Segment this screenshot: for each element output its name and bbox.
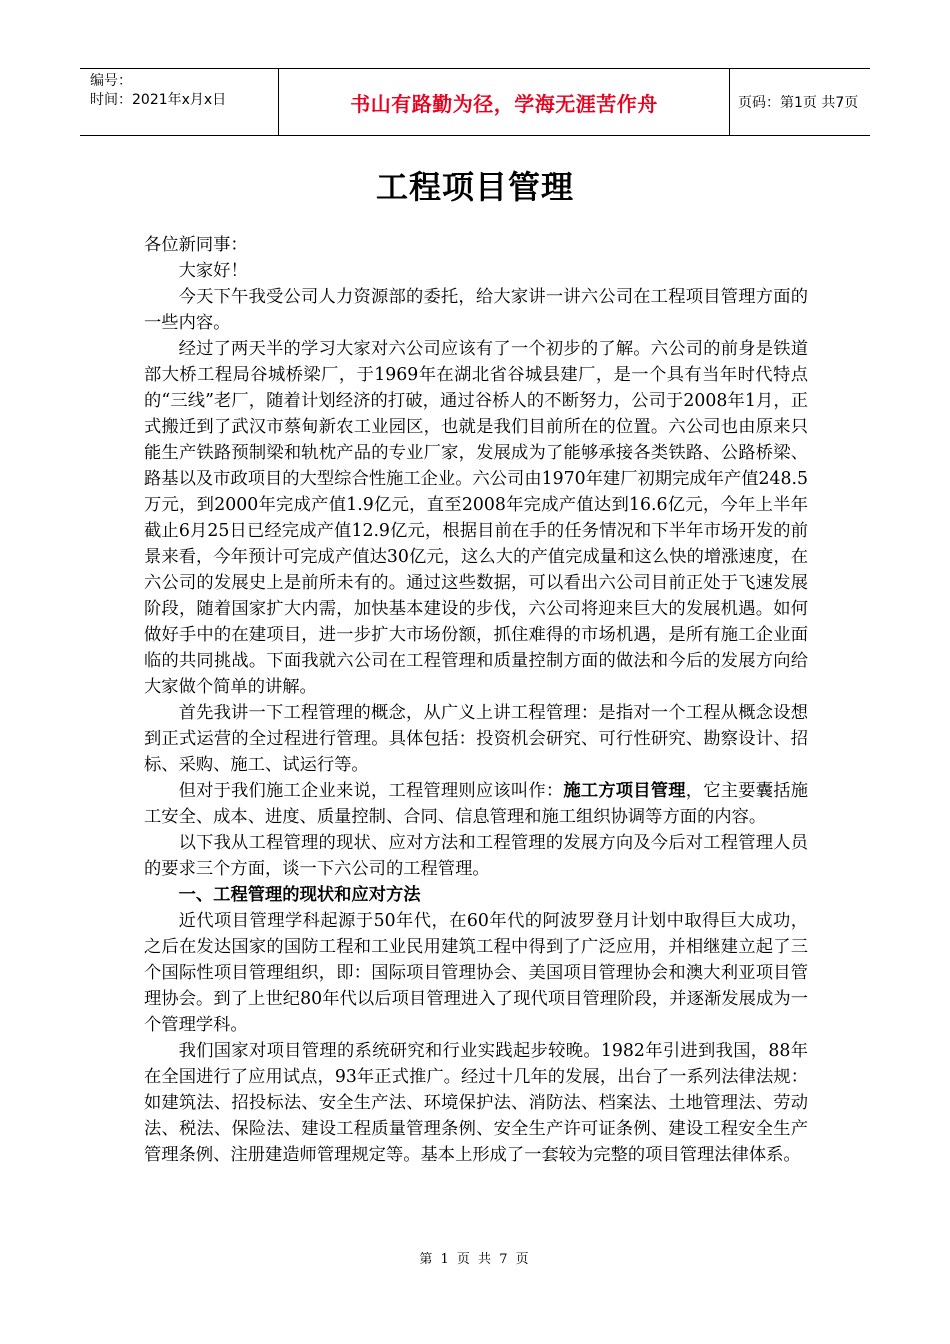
paragraph-4-a: 但对于我们施工企业来说，工程管理则应该叫作： [178, 781, 564, 801]
page-info-text: 页码：第1页 共7页 [738, 95, 859, 111]
header-motto-cell [278, 69, 730, 135]
paragraph-2: 经过了两天半的学习大家对六公司应该有了一个初步的了解。六公司的前身是铁道部大桥工程局谷城桥梁厂，于1969年在湖北省谷城县建厂，是一个具有当年时代特点的“三线”老厂，随着计划经济的打破，通过谷桥人的不断努力，公司于2008年1月，正式搬迁到了武汉市蔡甸新农工业园区，也就是我们目前所在的位置。六公司也由原来只能生产铁路预制梁和轨枕产品的专业厂家，发展成为了能够承接各类铁路、公路桥梁、路基以及市政项目的大型综合性施工企业。六公司由1970年建厂初期完成年产值248.5万元，到2000年完成产值1.9亿元，直至2008年完成产值达到16.6亿元，今年上半年截止6月25日已经完成产值12.9亿元，根据目前在手的任务情况和下半年市场开发的前景来看，今年预计可完成产值达30亿元，这么大的产值完成量和这么快的增涨速度，在六公司的发展史上是前所未有的。通过这些数据，可以看出六公司目前正处于飞速发展阶段，随着国家扩大内需，加快基本建设的步伐，六公司将迎来巨大的发展机遇。如何做好手中的在建项目，进一步扩大市场份额，抓住难得的市场机遇，是所有施工企业面临的共同挑战。下面我就六公司在工程管理和质量控制方面的做法和今后的发展方向给大家做个简单的讲解。 [144, 339, 808, 697]
number-label: 编号： [90, 73, 132, 89]
paragraph-4 [144, 778, 808, 830]
time-label: 时间：2021年x月x日 [90, 92, 227, 108]
document-body [144, 232, 808, 1168]
paragraph-4-c: ，它主要囊括施工安全、成本、进度、质量控制、合同、信息管理和施工组织协调等方面的内容。 [144, 781, 808, 827]
header-page-info [728, 69, 870, 135]
paragraph-3: 首先我讲一下工程管理的概念，从广义上讲工程管理：是指对一个工程从概念设想到正式运营的全过程进行管理。具体包括：投资机会研究、可行性研究、勘察设计、招标、采购、施工、试运行等。 [144, 703, 808, 775]
page-header [80, 68, 870, 136]
paragraph-hello: 大家好！ [178, 261, 248, 281]
paragraph-7: 我们国家对项目管理的系统研究和行业实践起步较晚。1982年引进到我国，88年在全国进行了应用试点，93年正式推广。经过十几年的发展，出台了一系列法律法规：如建筑法、招投标法、安全生产法、环境保护法、消防法、档案法、土地管理法、劳动法、税法、保险法、建设工程质量管理条例、安全生产许可证条例、建设工程安全生产管理条例、注册建造师管理规定等。基本上形成了一套较为完整的项目管理法律体系。 [144, 1041, 808, 1165]
greeting: 各位新同事： [144, 235, 248, 255]
header-meta [80, 69, 278, 135]
paragraph-1: 今天下午我受公司人力资源部的委托，给大家讲一讲六公司在工程项目管理方面的一些内容。 [144, 287, 808, 333]
motto-text: 书山有路勤为径，学海无涯苦作舟 [350, 91, 658, 116]
page-footer: 第 1 页 共 7 页 [419, 1252, 531, 1267]
section-heading-1: 一、工程管理的现状和应对方法 [178, 885, 421, 905]
paragraph-5: 以下我从工程管理的现状、应对方法和工程管理的发展方向及今后对工程管理人员的要求三个方面，谈一下六公司的工程管理。 [144, 833, 808, 879]
document-title: 工程项目管理 [375, 168, 574, 206]
paragraph-6: 近代项目管理学科起源于50年代，在60年代的阿波罗登月计划中取得巨大成功，之后在发达国家的国防工程和工业民用建筑工程中得到了广泛应用，并相继建立起了三个国际性项目管理组织，即：国际项目管理协会、美国项目管理协会和澳大利亚项目管理协会。到了上世纪80年代以后项目管理进入了现代项目管理阶段，并逐渐发展成为一个管理学科。 [144, 911, 808, 1035]
paragraph-4-bold: 施工方项目管理 [563, 781, 686, 801]
